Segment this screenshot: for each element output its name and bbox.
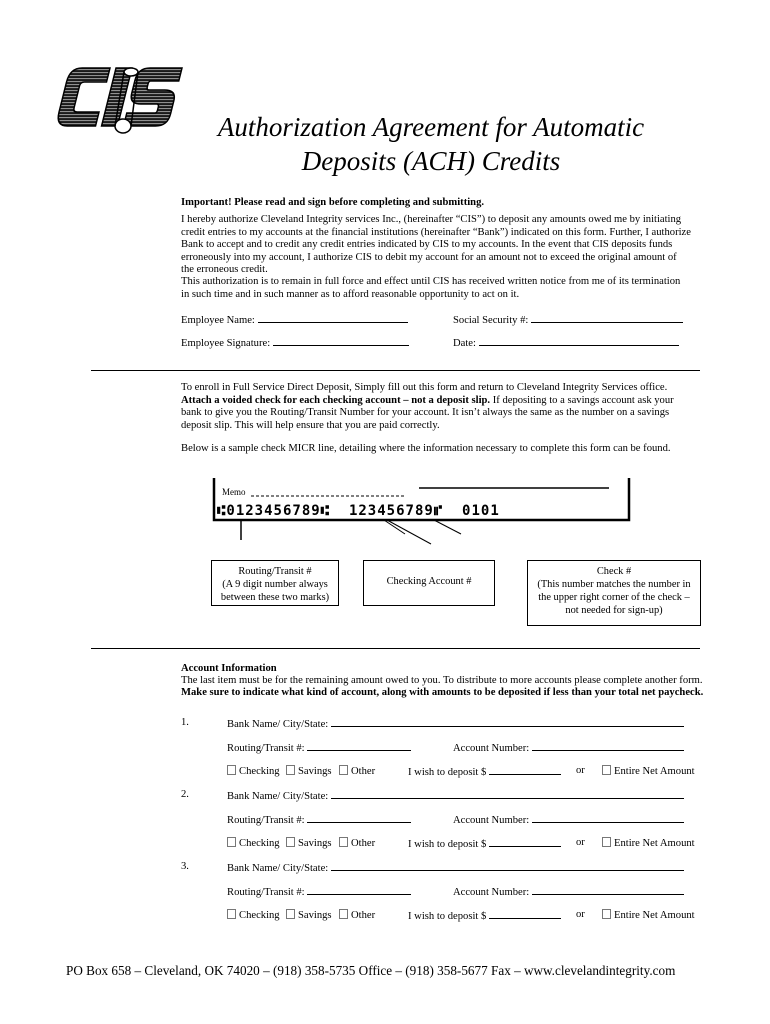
employee-name-label: Employee Name: <box>181 315 255 326</box>
account-info-line-2: Make sure to indicate what kind of account, along with amounts to be deposited if less than your total net paycheck. <box>181 687 704 698</box>
account-info-line-1: The last item must be for the remaining amount owed to you. To distribute to more accounts please complete another form. <box>181 675 703 686</box>
entry-3-checking-option[interactable] <box>227 909 280 923</box>
entry-3-savings-checkbox[interactable] <box>286 909 295 919</box>
entry-3-entire-label: Entire Net Amount <box>614 910 695 921</box>
entry-3-deposit-label: I wish to deposit $ <box>408 911 487 922</box>
entry-2-routing-field[interactable] <box>307 813 411 823</box>
entry-3-account-label: Account Number: <box>453 887 530 898</box>
entry-1-account-field[interactable] <box>532 741 684 751</box>
entry-1-deposit-label: I wish to deposit $ <box>408 767 487 778</box>
entry-2-account-label: Account Number: <box>453 815 530 826</box>
entry-3-entire-checkbox[interactable] <box>602 909 611 919</box>
entry-3-other-label: Other <box>351 910 376 921</box>
entry-2-savings-checkbox[interactable] <box>286 837 295 847</box>
cis-logo <box>52 60 212 140</box>
entry-3-other-checkbox[interactable] <box>339 909 348 919</box>
entry-3-bank-row <box>227 861 684 876</box>
entry-3-checking-checkbox[interactable] <box>227 909 236 919</box>
ssn-field[interactable] <box>531 313 683 323</box>
entry-3-deposit-row <box>408 909 561 924</box>
footer-contact: PO Box 658 – Cleveland, OK 74020 – (918) 358-5735 Office – (918) 358-5677 Fax – www.clevelandintegrity.com <box>66 963 676 978</box>
date-row <box>453 336 679 351</box>
entry-2-deposit-label: I wish to deposit $ <box>408 839 487 850</box>
entry-1-routing-field[interactable] <box>307 741 411 751</box>
entry-2-savings-option[interactable] <box>286 837 332 851</box>
entry-1-checking-label: Checking <box>239 766 280 777</box>
entry-1-bank-label: Bank Name/ City/State: <box>227 719 329 730</box>
entry-3-bank-label: Bank Name/ City/State: <box>227 863 329 874</box>
important-notice: Important! Please read and sign before completing and submitting. <box>181 197 485 208</box>
employee-signature-row <box>181 336 409 351</box>
entry-2-other-option[interactable] <box>339 837 375 851</box>
entry-1-routing-row <box>227 741 411 756</box>
entry-2-other-checkbox[interactable] <box>339 837 348 847</box>
section-divider-1 <box>91 370 700 371</box>
entry-2-entire-label: Entire Net Amount <box>614 838 695 849</box>
entry-3-deposit-field[interactable] <box>489 909 561 919</box>
entry-2-checking-checkbox[interactable] <box>227 837 236 847</box>
entry-3-routing-row <box>227 885 411 900</box>
entry-2-account-field[interactable] <box>532 813 684 823</box>
enroll-text-bold: Attach a voided check for each checking account – not a deposit slip. <box>181 394 491 406</box>
entry-1-bank-field[interactable] <box>331 717 684 727</box>
entry-1-deposit-row <box>408 765 561 780</box>
entry-3-savings-option[interactable] <box>286 909 332 923</box>
entry-3-other-option[interactable] <box>339 909 375 923</box>
entry-2-bank-label: Bank Name/ City/State: <box>227 791 329 802</box>
entry-1-or: or <box>576 765 585 776</box>
entry-3-or: or <box>576 909 585 920</box>
employee-signature-label: Employee Signature: <box>181 338 271 349</box>
sample-check-text: Below is a sample check MICR line, detailing where the information necessary to complete this form can be found. <box>181 443 671 454</box>
entry-2-routing-row <box>227 813 411 828</box>
account-info-heading: Account Information <box>181 663 277 674</box>
entry-2-checking-option[interactable] <box>227 837 280 851</box>
entry-2-deposit-field[interactable] <box>489 837 561 847</box>
entry-2-savings-label: Savings <box>298 838 332 849</box>
entry-2-entire-checkbox[interactable] <box>602 837 611 847</box>
authorization-paragraph: I hereby authorize Cleveland Integrity services Inc., (hereinafter “CIS”) to deposit any amounts owed me by initiating credit entries to my accounts at the financial institutions (hereinafter “Bank”) indicated on this form. Further, I authorize Bank to accept and to credit any credit entries indicated by CIS to my accounts. In the event that CIS deposits funds erroneously into my account, I authorize CIS to debit my account for an amount not to exceed the original amount of the erroneous credit. <box>181 214 691 276</box>
entry-3-routing-field[interactable] <box>307 885 411 895</box>
entry-2-checking-label: Checking <box>239 838 280 849</box>
memo-label: Memo <box>222 487 246 497</box>
account-callout: Checking Account # <box>363 560 495 606</box>
entry-1-checking-checkbox[interactable] <box>227 765 236 775</box>
entry-1-savings-label: Savings <box>298 766 332 777</box>
entry-1-savings-option[interactable] <box>286 765 332 779</box>
date-field[interactable] <box>479 336 679 346</box>
entry-3-checking-label: Checking <box>239 910 280 921</box>
entry-1-account-row <box>453 741 684 756</box>
check-number-callout: Check # (This number matches the number in the upper right corner of the check – not needed for sign-up) <box>527 560 701 626</box>
entry-2-other-label: Other <box>351 838 376 849</box>
entry-3-routing-label: Routing/Transit #: <box>227 887 305 898</box>
entry-1-bank-row <box>227 717 684 732</box>
entry-2-bank-field[interactable] <box>331 789 684 799</box>
entry-1-deposit-field[interactable] <box>489 765 561 775</box>
employee-name-field[interactable] <box>258 313 408 323</box>
entry-1-savings-checkbox[interactable] <box>286 765 295 775</box>
ssn-label: Social Security #: <box>453 315 529 326</box>
entry-1-other-label: Other <box>351 766 376 777</box>
entry-3-account-field[interactable] <box>532 885 684 895</box>
entry-2-routing-label: Routing/Transit #: <box>227 815 305 826</box>
date-label: Date: <box>453 338 476 349</box>
enroll-text-start: To enroll in Full Service Direct Deposit, Simply fill out this form and return to Cleveland Integrity Services office. <box>181 382 668 393</box>
micr-line: ⑆0123456789⑆ 123456789⑈ 0101 <box>217 503 500 519</box>
title-line-2: Deposits (ACH) Credits <box>301 146 561 176</box>
entry-3-entire-option[interactable] <box>602 909 695 923</box>
entry-2-deposit-row <box>408 837 561 852</box>
entry-1-account-label: Account Number: <box>453 743 530 754</box>
title-line-1: Authorization Agreement for Automatic <box>217 112 645 142</box>
employee-signature-field[interactable] <box>273 336 409 346</box>
termination-paragraph: This authorization is to remain in full force and effect until CIS has received written notice from me of its termination in such time and in such manner as to afford reasonable opportunity to act on it. <box>181 276 681 300</box>
entry-2-entire-option[interactable] <box>602 837 695 851</box>
entry-1-checking-option[interactable] <box>227 765 280 779</box>
entry-2-bank-row <box>227 789 684 804</box>
ssn-row <box>453 313 683 328</box>
entry-1-routing-label: Routing/Transit #: <box>227 743 305 754</box>
enroll-paragraph <box>181 382 693 432</box>
section-divider-2 <box>91 648 700 649</box>
entry-1-other-checkbox[interactable] <box>339 765 348 775</box>
entry-1-number: 1. <box>181 717 189 728</box>
entry-2-or: or <box>576 837 585 848</box>
entry-1-entire-label: Entire Net Amount <box>614 766 695 777</box>
entry-2-account-row <box>453 813 684 828</box>
entry-3-account-row <box>453 885 684 900</box>
employee-name-row <box>181 313 408 328</box>
enroll-text-end: If depositing to a savings account ask your bank to give you the Routing/Transit Number for your account. It isn’t always the same as the number on a savings deposit slip. This will help ensure that you are paid correctly. <box>181 394 674 431</box>
routing-callout: Routing/Transit # (A 9 digit number always between these two marks) <box>211 560 339 606</box>
entry-1-entire-checkbox[interactable] <box>602 765 611 775</box>
entry-3-bank-field[interactable] <box>331 861 684 871</box>
entry-3-savings-label: Savings <box>298 910 332 921</box>
entry-1-entire-option[interactable] <box>602 765 695 779</box>
entry-2-number: 2. <box>181 789 189 800</box>
page-title <box>196 110 666 178</box>
entry-1-other-option[interactable] <box>339 765 375 779</box>
entry-3-number: 3. <box>181 861 189 872</box>
